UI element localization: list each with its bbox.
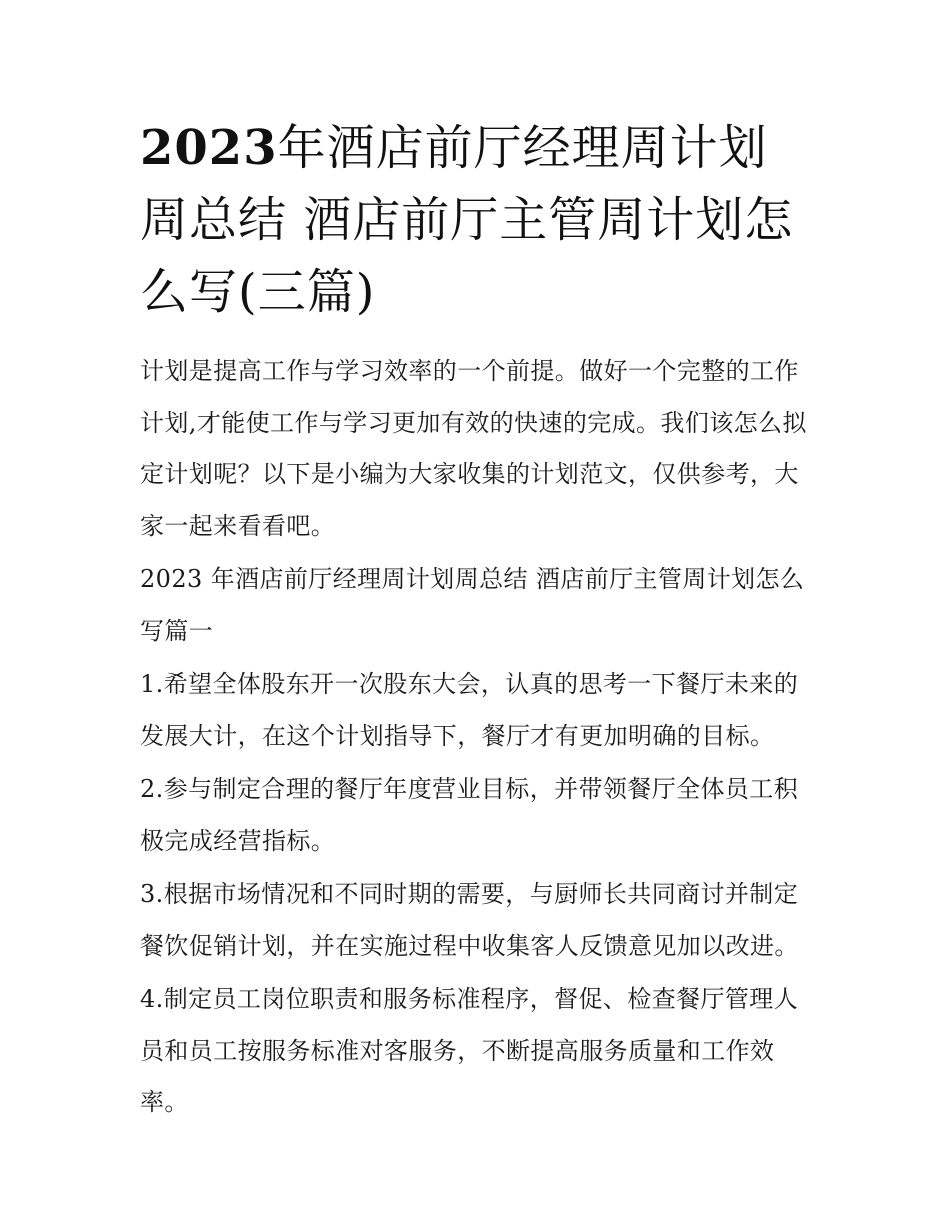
section-heading: 2023 年酒店前厅经理周计划周总结 酒店前厅主管周计划怎么写篇一 — [140, 565, 805, 645]
list-item: 4.制定员工岗位职责和服务标准程序，督促、检查餐厅管理人员和员工按服务标准对客服务，不断提高服务质量和工作效率。 — [140, 985, 799, 1116]
document-body — [140, 112, 812, 1131]
list-item: 3.根据市场情况和不同时期的需要，与厨师长共同商讨并制定餐饮促销计划，并在实施过程中收集客人反馈意见加以改进。 — [140, 880, 799, 960]
list-item: 1.希望全体股东开一次股东大会，认真的思考一下餐厅未来的发展大计，在这个计划指导下，餐厅才有更加明确的目标。 — [140, 670, 799, 750]
title-text: 年酒店前厅经理周计划周总结 酒店前厅主管周计划怎么写(三篇) — [140, 120, 794, 320]
intro-paragraph: 计划是提高工作与学习效率的一个前提。做好一个完整的工作计划,才能使工作与学习更加有效的快速的完成。我们该怎么拟定计划呢？以下是小编为大家收集的计划范文，仅供参考，大家一起来看看吧。 — [140, 357, 807, 540]
title-year: 2023 — [140, 120, 278, 176]
list-item: 2.参与制定合理的餐厅年度营业目标，并带领餐厅全体员工积极完成经营指标。 — [140, 775, 799, 855]
document-title — [140, 112, 812, 328]
